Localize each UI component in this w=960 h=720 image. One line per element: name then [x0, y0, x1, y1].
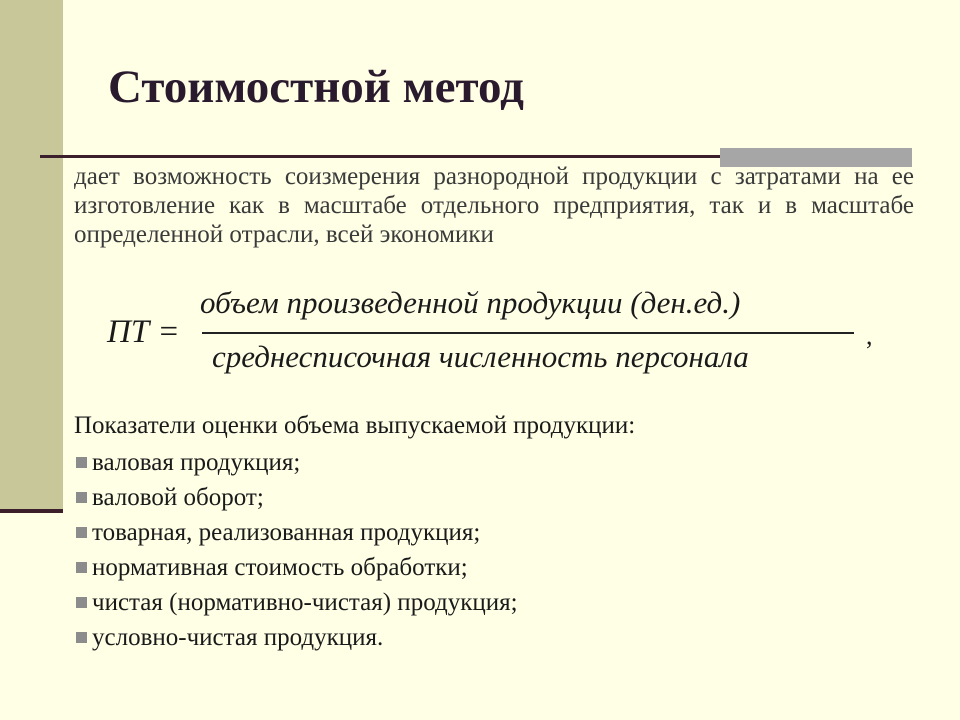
list-item [76, 483, 518, 518]
list-item [76, 553, 518, 588]
sidebar-decoration [0, 0, 63, 511]
list-item [76, 588, 518, 623]
square-bullet-icon [76, 457, 87, 468]
formula [0, 285, 960, 385]
square-bullet-icon [76, 527, 87, 538]
list-item-label: условно-чистая продукция. [92, 624, 384, 651]
list-item-label: валовой оборот; [92, 484, 264, 511]
square-bullet-icon [76, 632, 87, 643]
list-item [76, 623, 518, 658]
list-item-label: товарная, реализованная продукция; [92, 519, 481, 546]
indicators-heading: Показатели оценки объема выпускаемой продукции: [74, 412, 636, 439]
list-item-label: валовая продукция; [92, 449, 301, 476]
formula-trailing-comma: , [866, 321, 873, 350]
square-bullet-icon [76, 562, 87, 573]
formula-numerator: объем произведенной продукции (ден.ед.) [200, 285, 741, 320]
formula-denominator: среднесписочная численность персонала [212, 339, 749, 374]
intro-text: дает возможность соизмерения разнородной продукции с затратами на ее изготовление как в масштабе отдельного предприятия, так и в масштабе определенной отрасли, всей экономики [74, 163, 914, 248]
fraction-bar [202, 332, 854, 334]
list-item-label: чистая (нормативно-чистая) продукция; [92, 589, 518, 616]
list-item [76, 448, 518, 483]
square-bullet-icon [76, 492, 87, 503]
list-item [76, 518, 518, 553]
sidebar-divider [0, 509, 63, 513]
formula-lhs: ПТ = [107, 314, 180, 350]
square-bullet-icon [76, 597, 87, 608]
indicators-list [76, 448, 518, 658]
list-item-label: нормативная стоимость обработки; [92, 554, 468, 581]
slide-title: Стоимостной метод [108, 61, 524, 113]
